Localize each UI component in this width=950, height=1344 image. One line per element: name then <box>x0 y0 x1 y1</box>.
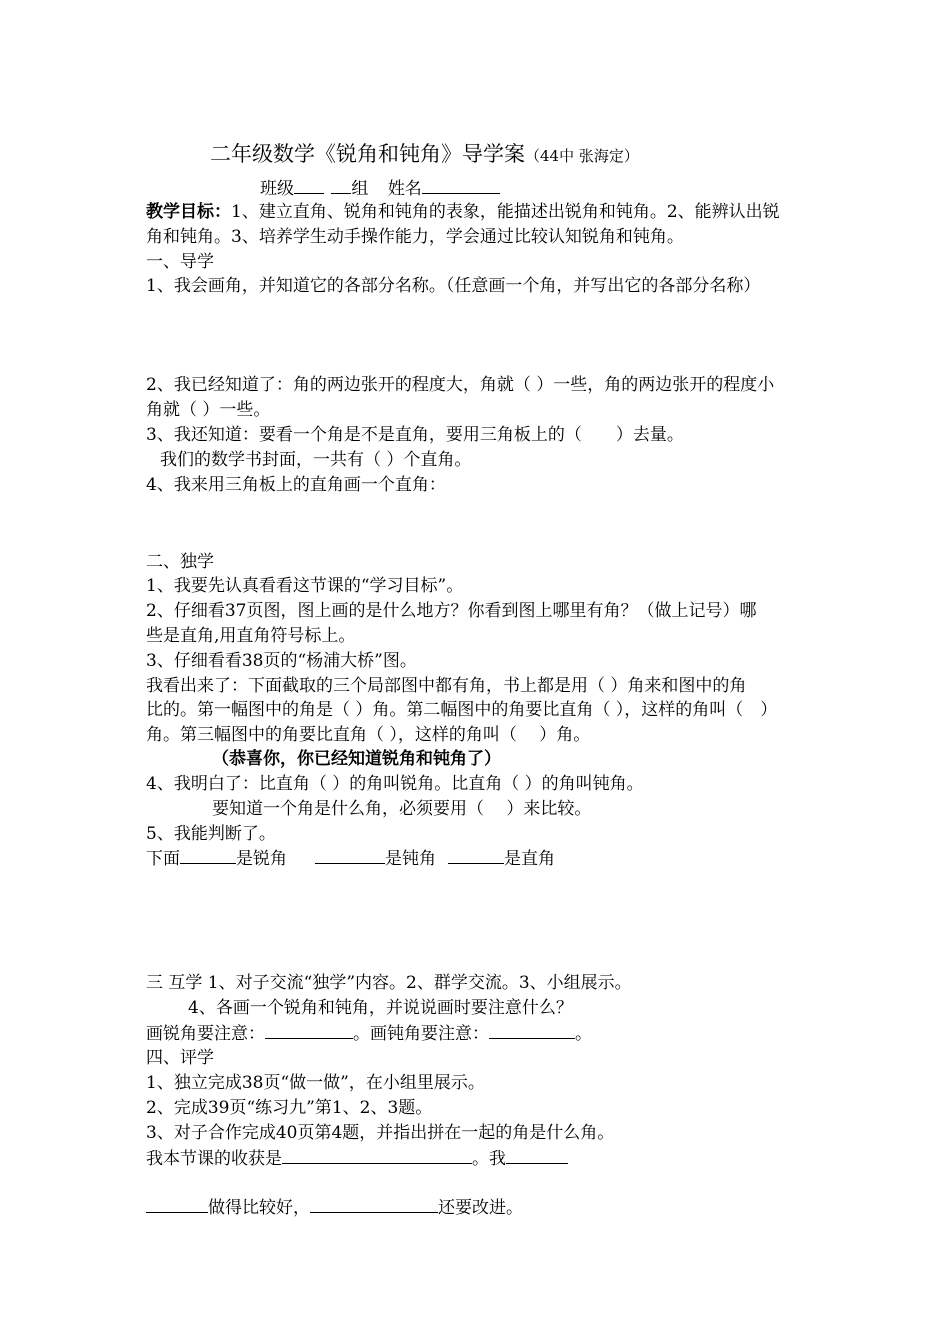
page-title <box>210 138 639 168</box>
judge-obtuse-label: 是钝角 <box>385 849 436 869</box>
guide-item-4: 4、我来用三角板上的直角画一个直角： <box>146 475 446 495</box>
title-main: 二年级数学《锐角和钝角》导学案 <box>210 142 525 166</box>
peer-line-1: 三 互学 1、对子交流“独学”内容。2、群学交流。3、小组展示。 <box>146 973 632 993</box>
self-study-item-4-line-1: 4、我明白了：比直角（ ）的角叫锐角。比直角（ ）的角叫钝角。 <box>146 774 644 794</box>
judge-acute-label: 是锐角 <box>236 849 287 869</box>
judge-prefix: 下面 <box>146 849 180 869</box>
class-label: 班级 <box>260 179 294 199</box>
acute-blank[interactable] <box>180 846 236 864</box>
obtuse-note-label: 。画钝角要注意： <box>353 1024 489 1044</box>
objectives-label: 教学目标： <box>146 202 231 222</box>
guide-item-3-line-2: 我们的数学书封面，一共有（ ）个直角。 <box>160 450 472 470</box>
group-blank[interactable] <box>331 176 351 194</box>
acute-note-blank[interactable] <box>265 1021 353 1039</box>
improve-blank[interactable] <box>310 1195 438 1213</box>
name-blank[interactable] <box>422 176 500 194</box>
right-blank[interactable] <box>448 846 504 864</box>
obtuse-note-blank[interactable] <box>489 1021 575 1039</box>
harvest-line <box>146 1146 568 1171</box>
evaluate-item-2: 2、完成39页“练习九”第1、2、3题。 <box>146 1098 433 1118</box>
evaluate-item-1: 1、独立完成38页“做一做”，在小组里展示。 <box>146 1073 485 1093</box>
guide-item-1: 1、我会画角，并知道它的各部分名称。（任意画一个角，并写出它的各部分名称） <box>146 276 761 296</box>
self-study-heading: 二、独学 <box>146 552 214 572</box>
did-well-label: 做得比较好， <box>208 1198 310 1218</box>
evaluate-item-3: 3、对子合作完成40页第4题，并指出拼在一起的角是什么角。 <box>146 1123 615 1143</box>
acute-note-label: 画锐角要注意： <box>146 1024 265 1044</box>
self-study-item-2-line-2: 些是直角,用直角符号标上。 <box>146 626 356 646</box>
self-study-item-3: 3、仔细看看38页的“杨浦大桥”图。 <box>146 651 417 671</box>
guide-heading: 一、导学 <box>146 252 214 272</box>
self-study-item-2-line-1: 2、仔细看37页图，图上画的是什么地方？你看到图上哪里有角？（做上记号）哪 <box>146 601 757 621</box>
group-label: 组 <box>351 179 369 199</box>
title-author: （44中 张海定） <box>525 147 639 165</box>
reflection-line <box>146 1195 523 1220</box>
self-study-item-1: 1、我要先认真看看这节课的“学习目标”。 <box>146 576 464 596</box>
harvest-blank[interactable] <box>282 1146 472 1164</box>
self-study-item-3-para-3: 角。第三幅图中的角要比直角（ ），这样的角叫（ ）角。 <box>146 725 591 745</box>
guide-item-3-line-1: 3、我还知道：要看一个角是不是直角，要用三角板上的（ ）去量。 <box>146 425 684 445</box>
guide-item-2-line-2: 角就（ ）一些。 <box>146 400 271 420</box>
class-blank[interactable] <box>294 176 324 194</box>
objectives-line-1 <box>146 200 780 224</box>
self-study-item-3-para-2: 比的。第一幅图中的角是（ ）角。第二幅图中的角要比直角（ ），这样的角叫（ ） <box>146 700 778 720</box>
me-label: 。我 <box>472 1149 506 1169</box>
me-blank[interactable] <box>506 1146 568 1164</box>
peer-end: 。 <box>575 1024 592 1044</box>
obtuse-blank[interactable] <box>315 846 385 864</box>
peer-line-2: 4、各画一个锐角和钝角，并说说画时要注意什么？ <box>188 998 573 1018</box>
name-label: 姓名 <box>387 179 422 199</box>
evaluate-heading: 四、评学 <box>146 1048 214 1068</box>
objectives-text-1: 1、建立直角、锐角和钝角的表象，能描述出锐角和钝角。2、能辨认出锐 <box>231 202 780 222</box>
objectives-line-2: 角和钝角。3、培养学生动手操作能力，学会通过比较认知锐角和钝角。 <box>146 227 684 247</box>
did-well-blank[interactable] <box>146 1195 208 1213</box>
harvest-label: 我本节课的收获是 <box>146 1149 282 1169</box>
judge-line <box>146 846 555 871</box>
improve-label: 还要改进。 <box>438 1198 523 1218</box>
judge-right-label: 是直角 <box>504 849 555 869</box>
self-study-item-3-para-1: 我看出来了：下面截取的三个局部图中都有角，书上都是用（ ）角来和图中的角 <box>146 676 747 696</box>
guide-item-2-line-1: 2、我已经知道了：角的两边张开的程度大，角就（ ）一些，角的两边张开的程度小 <box>146 375 775 395</box>
student-info-line <box>260 176 500 201</box>
congrats-note: （恭喜你，你已经知道锐角和钝角了） <box>212 749 501 769</box>
peer-line-3 <box>146 1021 592 1046</box>
self-study-item-5: 5、我能判断了。 <box>146 824 276 844</box>
self-study-item-4-line-2: 要知道一个角是什么角，必须要用（ ）来比较。 <box>212 799 592 819</box>
